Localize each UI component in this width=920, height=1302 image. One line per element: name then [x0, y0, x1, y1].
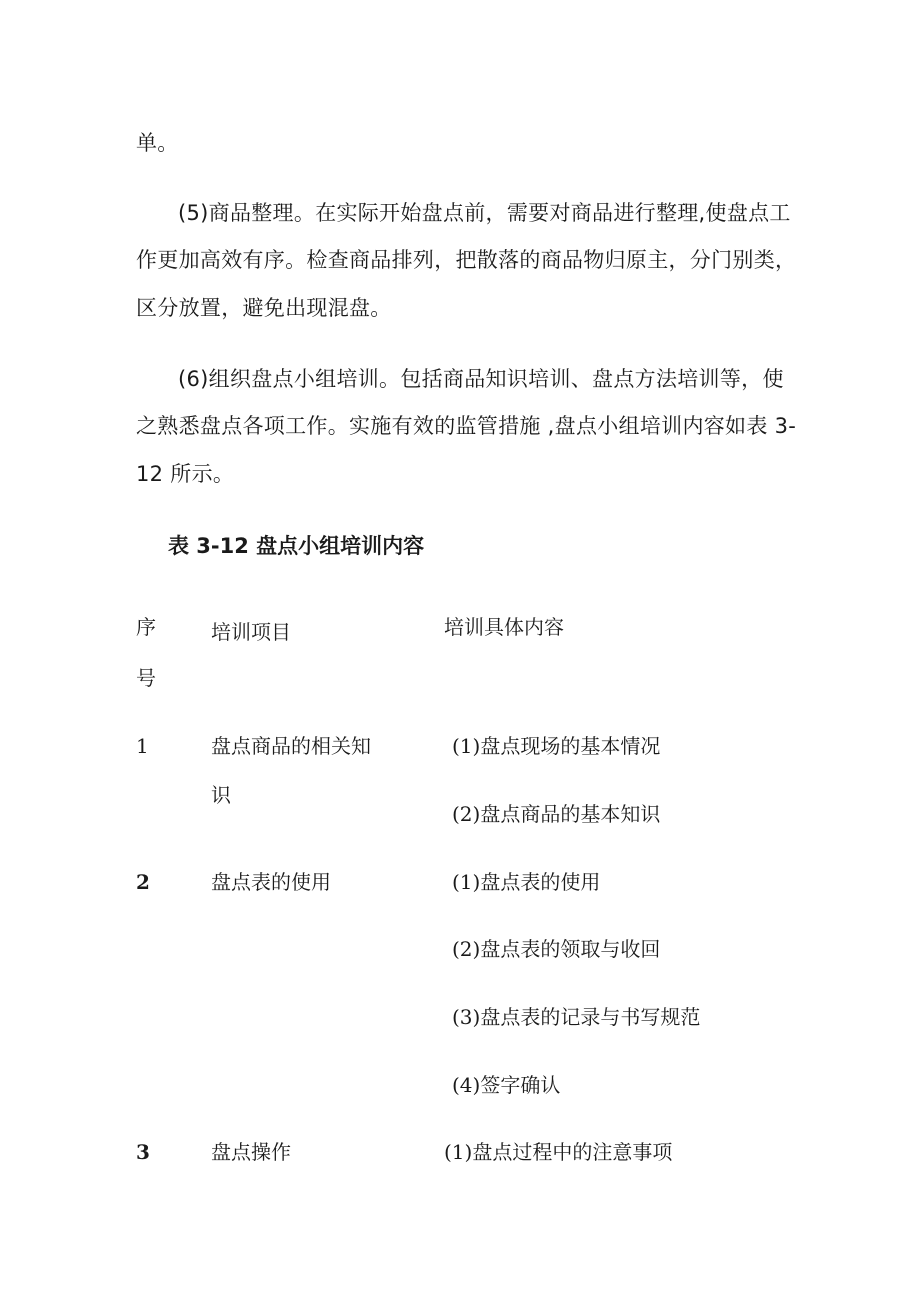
row-seq: 3 [136, 1140, 150, 1164]
row-content: (2)盘点商品的基本知识 [452, 802, 661, 826]
table-caption: 表 3-12 盘点小组培训内容 [168, 534, 425, 558]
paragraph-line: (5)商品整理。在实际开始盘点前，需要对商品进行整理,使盘点工 [178, 201, 791, 225]
row-content: (2)盘点表的领取与收回 [452, 937, 661, 961]
paragraph-line: 单。 [136, 131, 179, 155]
paragraph-line: 12 所示。 [136, 462, 235, 486]
paragraph-line: 区分放置，避免出现混盘。 [136, 296, 392, 320]
row-item: 识 [211, 783, 231, 807]
row-content: (4)签字确认 [452, 1073, 561, 1097]
header-content: 培训具体内容 [444, 615, 564, 639]
row-seq: 2 [136, 870, 150, 894]
row-item: 盘点操作 [211, 1140, 291, 1164]
row-item: 盘点商品的相关知 [211, 734, 371, 758]
row-content: (3)盘点表的记录与书写规范 [452, 1005, 701, 1029]
paragraph-line: 作更加高效有序。检查商品排列，把散落的商品物归原主，分门别类， [136, 248, 797, 272]
header-item: 培训项目 [211, 620, 291, 644]
row-content: (1)盘点过程中的注意事项 [444, 1140, 673, 1164]
row-content: (1)盘点现场的基本情况 [452, 734, 661, 758]
paragraph-line: 之熟悉盘点各项工作。实施有效的监管措施 ,盘点小组培训内容如表 3- [136, 414, 797, 438]
row-seq: 1 [136, 734, 149, 758]
row-content: (1)盘点表的使用 [452, 870, 601, 894]
header-seq: 序 [136, 615, 156, 639]
row-item: 盘点表的使用 [211, 870, 331, 894]
paragraph-line: (6)组织盘点小组培训。包括商品知识培训、盘点方法培训等，使 [178, 367, 784, 391]
header-seq: 号 [136, 666, 156, 690]
